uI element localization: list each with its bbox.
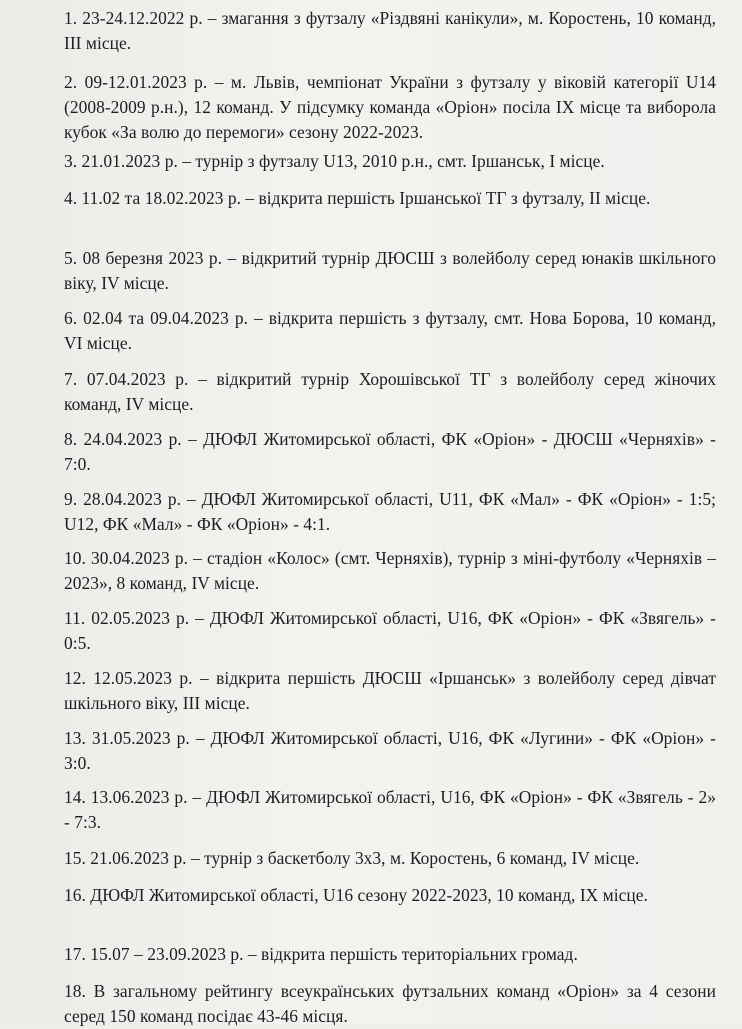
list-item: 16. ДЮФЛ Житомирської області, U16 сезону 2022-2023, 10 команд, IX місце. (64, 885, 648, 905)
list-item: 4. 11.02 та 18.02.2023 р. – відкрита першість Іршанської ТГ з футзалу, ІІ місце. (64, 188, 651, 208)
list-item: 14. 13.06.2023 р. – ДЮФЛ Житомирської області, U16, ФК «Оріон» - ФК «Звягель - 2» - 7:3. (64, 787, 716, 832)
list-item: 6. 02.04 та 09.04.2023 р. – відкрита першість з футзалу, смт. Нова Борова, 10 команд, VI місце. (64, 308, 716, 353)
list-item: 8. 24.04.2023 р. – ДЮФЛ Житомирської області, ФК «Оріон» - ДЮСШ «Черняхів» - 7:0. (64, 429, 716, 474)
list-item: 7. 07.04.2023 р. – відкритий турнір Хорошівської ТГ з волейболу серед жіночих команд, IV місце. (64, 369, 716, 414)
list-item: 11. 02.05.2023 р. – ДЮФЛ Житомирської області, U16, ФК «Оріон» - ФК «Звягель» - 0:5. (64, 608, 716, 653)
list-item: 10. 30.04.2023 р. – стадіон «Колос» (смт. Черняхів), турнір з міні-футболу «Черняхів – 2023», 8 команд, IV місце. (64, 548, 716, 593)
list-item: 3. 21.01.2023 р. – турнір з футзалу U13, 2010 р.н., смт. Іршанськ, І місце. (64, 151, 605, 171)
list-item: 1. 23-24.12.2022 р. – змагання з футзалу «Різдвяні канікули», м. Коростень, 10 команд, ІІІ місце. (64, 8, 716, 53)
list-item: 15. 21.06.2023 р. – турнір з баскетболу 3х3, м. Коростень, 6 команд, IV місце. (64, 848, 640, 868)
list-item: 17. 15.07 – 23.09.2023 р. – відкрита першість територіальних громад. (64, 944, 578, 964)
list-item: 12. 12.05.2023 р. – відкрита першість ДЮСШ «Іршанськ» з волейболу серед дівчат шкільного віку, ІІІ місце. (64, 668, 716, 713)
list-item: 13. 31.05.2023 р. – ДЮФЛ Житомирської області, U16, ФК «Лугини» - ФК «Оріон» - 3:0. (64, 728, 716, 773)
list-item: 18. В загальному рейтингу всеукраїнських футзальних команд «Оріон» за 4 сезони серед 150 команд посідає 43-46 місця. (64, 981, 716, 1026)
list-item: 9. 28.04.2023 р. – ДЮФЛ Житомирської області, U11, ФК «Мал» - ФК «Оріон» - 1:5; U12, ФК «Мал» - ФК «Оріон» - 4:1. (64, 489, 716, 534)
list-item: 5. 08 березня 2023 р. – відкритий турнір ДЮСШ з волейболу серед юнаків шкільного віку, IV місце. (64, 248, 716, 293)
list-item: 2. 09-12.01.2023 р. – м. Львів, чемпіонат України з футзалу у віковій категорії U14 (2008-2009 р.н.), 12 команд. У підсумку команда «Оріон» посіла IX місце та виборола кубок «За волю до перемоги» сезону 2022-2023. (64, 72, 716, 142)
